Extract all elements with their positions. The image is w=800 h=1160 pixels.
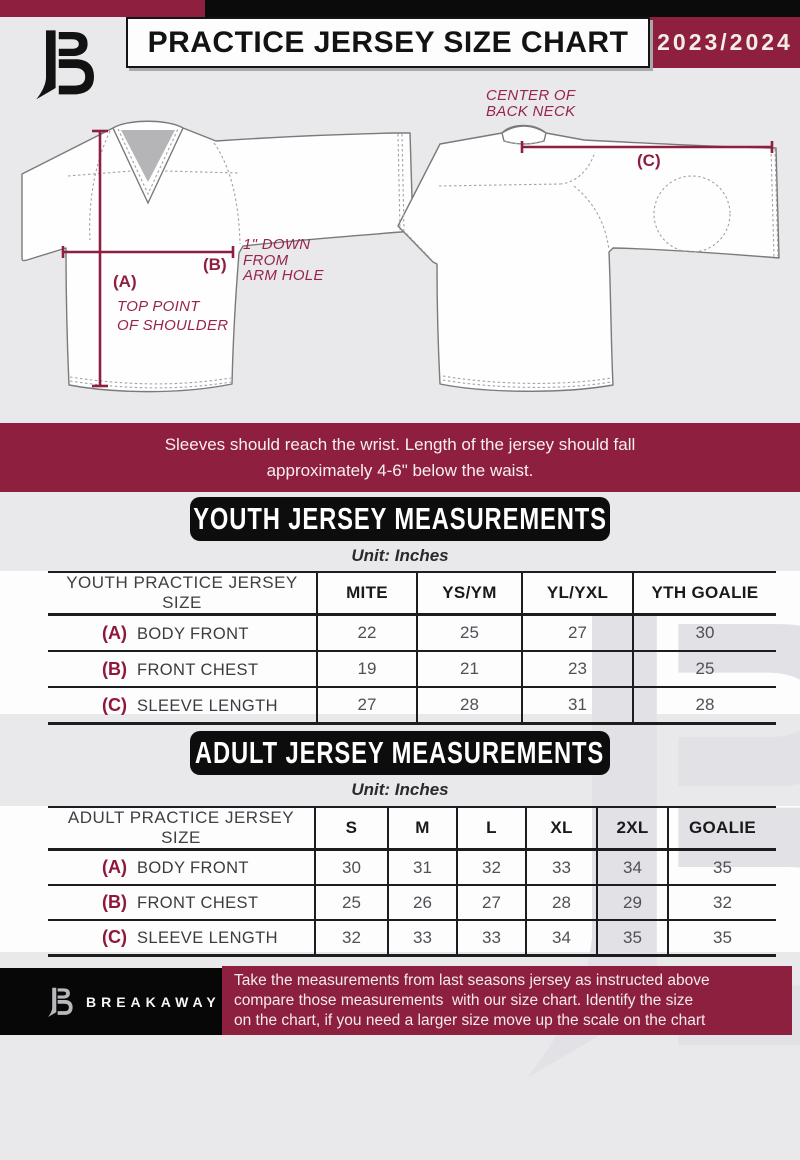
adult-size-col-header: ADULT PRACTICE JERSEY SIZE — [67, 808, 295, 847]
adult-header-row — [48, 807, 776, 850]
back-collar — [502, 126, 546, 144]
col-header-ysym: YS/YM — [417, 572, 522, 615]
col-header-l: L — [457, 807, 526, 850]
table-row: (B) FRONT CHEST 19 21 23 25 — [48, 651, 776, 687]
label-b-text: 1" DOWN FROM ARM HOLE — [243, 236, 324, 284]
col-header-s: S — [315, 807, 388, 850]
top-strip-black — [205, 0, 800, 17]
youth-size-table — [48, 571, 776, 725]
adult-unit-label: Unit: Inches — [351, 780, 449, 799]
label-b-key: (B) — [203, 255, 227, 274]
youth-unit-label: Unit: Inches — [351, 546, 449, 565]
col-header-xl: XL — [526, 807, 597, 850]
table-row: (B) FRONT CHEST 25 26 27 28 29 32 — [48, 885, 776, 920]
table-row: (C) SLEEVE LENGTH 27 28 31 28 — [48, 687, 776, 724]
season-label: 2023/2024 — [657, 29, 793, 55]
youth-header-row — [48, 572, 776, 615]
table-row: (C) SLEEVE LENGTH 32 33 33 34 35 35 — [48, 920, 776, 956]
label-a-key: (A) — [113, 272, 137, 291]
col-header-goalie: GOALIE — [668, 807, 776, 850]
page-title: PRACTICE JERSEY SIZE CHART — [147, 25, 629, 59]
footer-brand-panel — [0, 968, 222, 1035]
jersey-diagrams — [0, 95, 800, 425]
brand-name: BREAKAWAY — [86, 993, 221, 1010]
breakaway-b-logo — [22, 24, 102, 104]
label-a-text: TOP POINT OF SHOULDER — [117, 298, 229, 334]
col-header-m: M — [388, 807, 457, 850]
youth-section-banner: YOUTH JERSEY MEASUREMENTS — [190, 497, 610, 541]
youth-size-col-header: YOUTH PRACTICE JERSEY SIZE — [66, 573, 298, 612]
page-title-box — [126, 17, 650, 68]
col-header-yth-goalie: YTH GOALIE — [633, 572, 776, 615]
footer-instructions-panel: Take the measurements from last seasons jersey as instructed above compare those measurements with our size chart. Identify the size on the chart, if you need a larger size move up the scale on the chart — [222, 966, 792, 1035]
label-c-key: (C) — [637, 151, 661, 170]
col-header-ylyxl: YL/YXL — [522, 572, 633, 615]
top-strip-maroon — [0, 0, 205, 17]
col-header-mite: MITE — [317, 572, 417, 615]
sleeve-length-notice: Sleeves should reach the wrist. Length of the jersey should fall approximately 4-6" below the waist. — [0, 423, 800, 492]
adult-size-table — [48, 806, 776, 957]
table-row: (A) BODY FRONT 30 31 32 33 34 35 — [48, 850, 776, 886]
table-row: (A) BODY FRONT 22 25 27 30 — [48, 615, 776, 652]
season-badge — [650, 17, 800, 68]
breakaway-b-logo-footer — [42, 982, 76, 1022]
col-header-2xl: 2XL — [597, 807, 668, 850]
adult-section-banner: ADULT JERSEY MEASUREMENTS — [190, 731, 610, 775]
label-c-text: CENTER OF BACK NECK — [486, 87, 576, 120]
